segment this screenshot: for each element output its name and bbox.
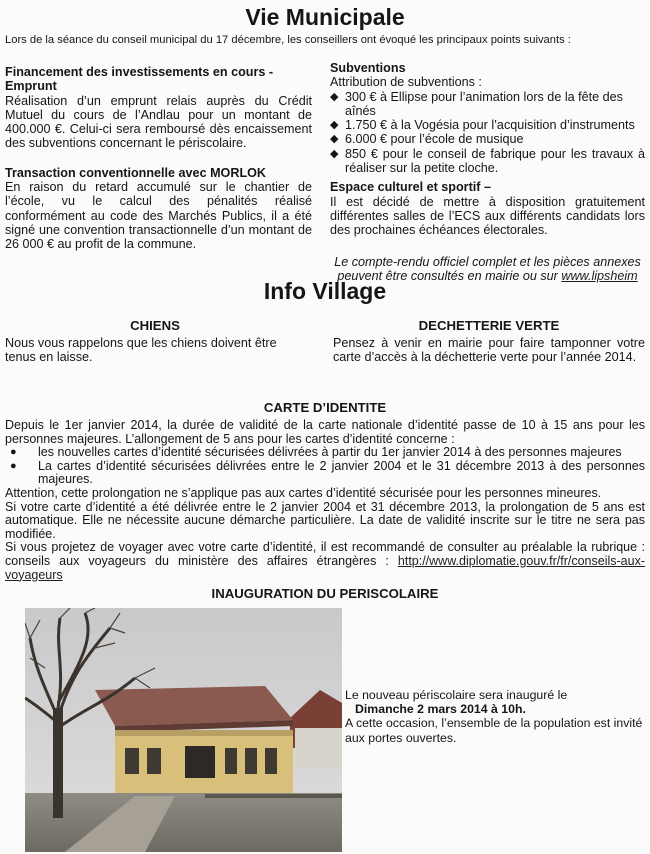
list-item: ◆ 6.000 € pour l’école de musique [330,132,524,147]
financement-title: Financement des investissements en cours - Emprunt [5,65,274,94]
intro-text: Lors de la séance du conseil municipal du 17 décembre, les conseillers ont évoqué les principaux points suivants : [5,34,571,46]
list-item: ◆ 300 € à Ellipse pour l’animation lors de la fête des aînés [330,89,623,118]
diamond-bullet-icon: ◆ [330,147,339,160]
carte-p1: Depuis le 1er janvier 2014, la durée de validité de la carte nationale d’identité passe de 10 à 15 ans pour les personnes majeures. L’allongement de 5 ans pour les cartes d’identité concerne : [5,418,645,446]
page-title-vie-municipale: Vie Municipale [245,4,405,30]
list-item: ◆ 1.750 € à la Vogésia pour l’acquisition d’instruments [330,118,635,133]
compte-rendu: Le compte-rendu officiel complet et les pièces annexes peuvent être consultés en mairie ou sur www.lipsheim [334,254,641,283]
financement-body: Réalisation d’un emprunt relais auprès du Crédit Mutuel du cours de l’Andlau pour un montant de 400.000 €. Celui-ci sera remboursé dès encaissement des subventions concernant le périscolaire. [5,93,312,151]
diamond-bullet-icon: ◆ [330,133,339,146]
building-photo-image [25,608,342,852]
diamond-bullet-icon: ◆ [330,119,339,132]
inauguration-line2: A cette occasion, l’ensemble de la population est invité aux portes ouvertes. [345,716,643,745]
list-item: ◆ 850 € pour le conseil de fabrique pour les travaux à réaliser sur la petite cloche. [330,146,645,176]
transaction-body: En raison du retard accumulé sur le chantier de l’école, vu le calcul des pénalités réalisé conformément au code des Marchés Publics, il a été signé une convention transactionnelle d’un montant de 26 000 € au profit de la commune. [5,180,312,252]
chiens-title: CHIENS [130,318,180,333]
periscolaire-photo [25,608,342,852]
transaction-title: Transaction conventionnelle avec MORLOK [5,165,267,180]
lipsheim-link[interactable]: www.lipsheim [561,268,638,283]
diplomatie-link[interactable]: http://www.diplomatie.gouv.fr/fr/conseils-aux-voyageurs [5,553,645,582]
inauguration-date: Dimanche 2 mars 2014 à 10h. [355,702,526,717]
list-item: ● les nouvelles cartes d’identité sécurisées délivrées à partir du 1er janvier 2014 à des personnes majeures [10,445,622,460]
carte-p4: Si vous projetez de voyager avec votre carte d’identité, il est recommandé de consulter au préalable la rubrique : conseils aux voyageurs du ministère des affaires étrangères : http://www.diplomatie.gouv.fr/fr/conseils-aux-voyageurs [5,540,645,582]
subventions-title: Subventions [330,61,406,75]
decheterie-body: Pensez à venir en mairie pour faire tamponner votre carte d’accès à la déchetterie verte pour l’année 2014. [333,336,645,365]
carte-list [5,446,645,487]
bullet-icon: ● [10,459,17,472]
decheterie-title: DECHETTERIE VERTE [418,318,560,333]
inauguration-caption [345,688,645,745]
left-column [5,65,312,252]
carte-title: CARTE D’IDENTITE [263,400,387,415]
bullet-icon: ● [10,446,17,459]
espace-body: Il est décidé de mettre à disposition gratuitement différentes salles de l’ECS aux différents candidats lors des prochaines échéances électorales. [330,194,645,238]
inauguration-line1: Le nouveau périscolaire sera inauguré le [345,688,568,702]
chiens-body: Nous vous rappelons que les chiens doivent être tenus en laisse. [5,336,277,365]
list-item: ● La cartes d’identité sécurisées délivrées entre le 2 janvier 2004 et le 31 décembre 2013 à des personnes majeures. [10,458,645,487]
carte-p2: Attention, cette prolongation ne s’applique pas aux cartes d’identité sécurisée pour les personnes mineures. [5,485,602,500]
subventions-list [330,90,645,176]
inauguration-title: INAUGURATION DU PERISCOLAIRE [211,586,439,601]
subventions-lead: Attribution de subventions : [330,75,482,90]
diamond-bullet-icon: ◆ [330,90,339,103]
carte-section [5,419,645,582]
espace-title: Espace culturel et sportif – [330,180,491,195]
carte-p3: Si votre carte d’identité a été délivrée entre le 2 janvier 2004 et 31 décembre 2013, la prolongation de 5 ans est automatique. Elle ne nécessite aucune démarche particulière. La date de validité inscrite sur le titre ne sera pas modifiée. [5,499,645,541]
page-title-info-village: Info Village [263,278,387,304]
right-column [330,61,645,283]
